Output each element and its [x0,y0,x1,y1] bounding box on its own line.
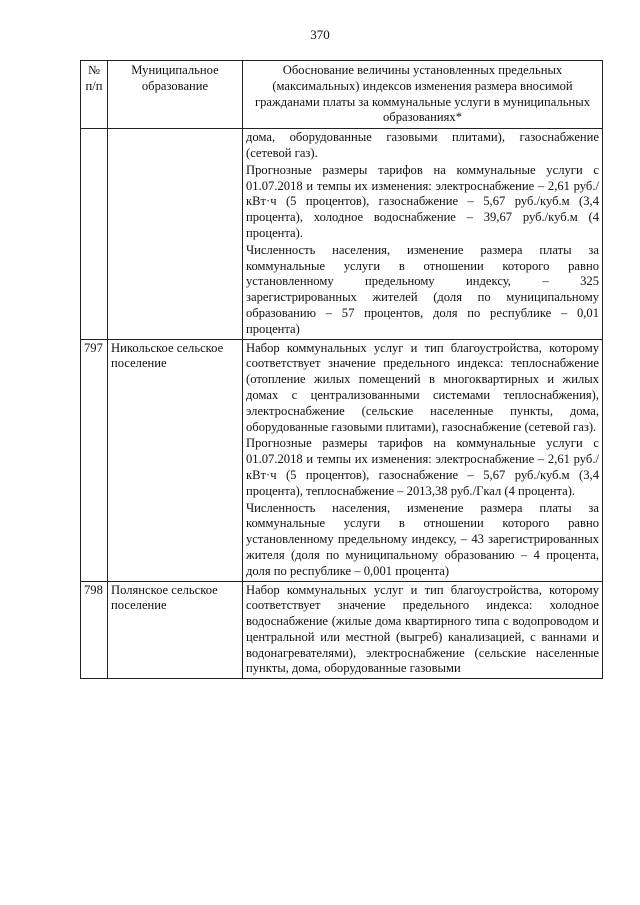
table-row [81,339,603,581]
row-number [81,129,108,339]
justification-paragraph: дома, оборудованные газовыми плитами), газоснабжение (сетевой газ). [246,130,599,160]
table-row [81,581,603,679]
justification-paragraph: Набор коммунальных услуг и тип благоустройства, которому соответствует значение предельного индекса: холодное водоснабжение (жилые дома квартирного типа с водопроводом и центральной или местной (выгреб) канализацией, с ваннами и водонагревателями), электроснабжение (сельские населенные пункты, дома, оборудованные газовыми [246,582,599,676]
justification-paragraph: Набор коммунальных услуг и тип благоустройства, которому соответствует значение предельного индекса: теплоснабжение (отопление жилых помещений в многоквартирных и жилых домах с централизованными системами теплоснабжения), электроснабжение (сельские населенные пункты, дома, оборудованные газовыми плитами), газоснабжение (сетевой газ). [246,340,599,434]
header-justification: Обоснование величины установленных предельных (максимальных) индексов изменения размера вносимой гражданами платы за коммунальные услуги в муниципальных образованиях* [243,61,603,129]
justification-cell [243,339,603,581]
tariff-justification-table [80,60,603,679]
justification-paragraph: Прогнозные размеры тарифов на коммунальные услуги с 01.07.2018 и темпы их изменения: электроснабжение – 2,61 руб./кВт·ч (5 процентов), газоснабжение – 5,67 руб./куб.м (3,4 процента), теплоснабжение – 2013,38 руб./Гкал (4 процента). [246,436,599,498]
page-number: 370 [310,27,330,42]
row-number: 798 [81,581,108,679]
municipality-name [108,129,243,339]
justification-paragraph: Численность населения, изменение размера платы за коммунальные услуги в отношении которого равно установленному предельному индексу, – 325 зарегистрированных жителей (доля по муниципальному образованию – 57 процентов, доля по республике – 0,01 процента) [246,242,599,336]
row-number: 797 [81,339,108,581]
justification-cell [243,581,603,679]
justification-cell [243,129,603,339]
header-municipality: Муниципальное образование [108,61,243,129]
justification-paragraph: Численность населения, изменение размера платы за коммунальные услуги в отношении которого равно установленному предельному индексу, – 43 зарегистрированных жителя (доля по муниципальному образованию – 4 процента, доля по республике – 0,001 процента) [246,500,599,578]
municipality-name: Никольское сельское поселение [108,339,243,581]
table-row [81,129,603,339]
header-number: № п/п [81,61,108,129]
table-header-row [81,61,603,129]
municipality-name: Полянское сельское поселение [108,581,243,679]
justification-paragraph: Прогнозные размеры тарифов на коммунальные услуги с 01.07.2018 и темпы их изменения: электроснабжение – 2,61 руб./кВт·ч (5 процентов), газоснабжение – 5,67 руб./куб.м (3,4 процента), холодное водоснабжение – 39,67 руб./куб.м (4 процента). [246,162,599,240]
